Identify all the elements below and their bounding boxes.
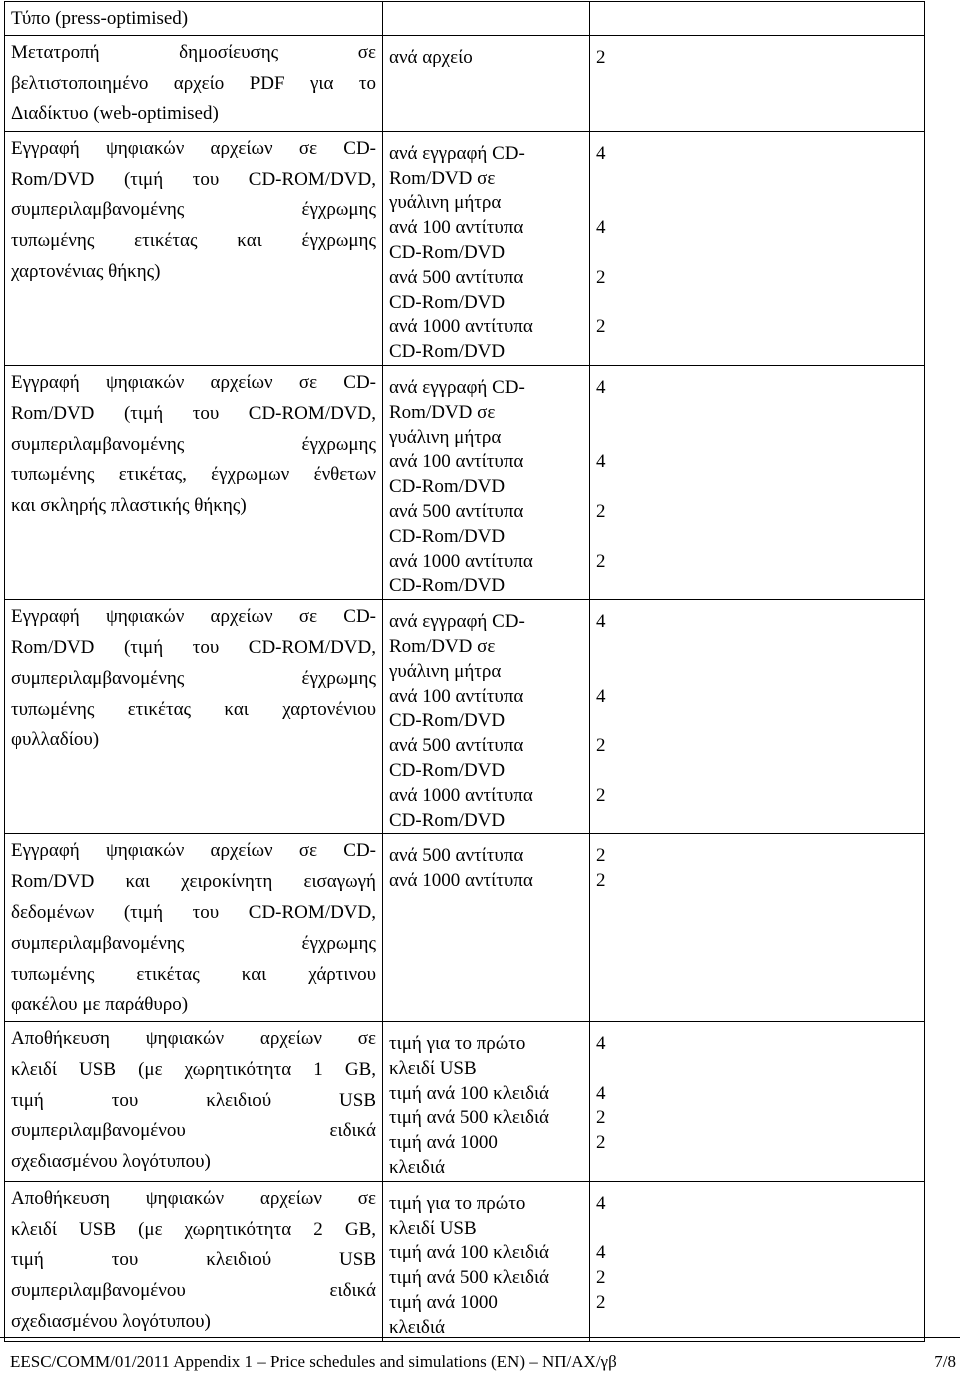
unit-line: τιμή για το πρώτο [389, 1192, 526, 1214]
price-value [590, 2, 925, 36]
value-line: 4 [596, 1033, 606, 1055]
item-description [5, 35, 383, 131]
value-line: 2 [596, 1107, 606, 1129]
value-line [596, 291, 918, 316]
value-line [596, 167, 918, 192]
value-line [596, 759, 918, 784]
table-row [5, 365, 925, 599]
description-line: Εγγραφή ψηφιακών αρχείων σε CD- [11, 606, 376, 628]
pricing-unit [383, 2, 590, 36]
page-number: 7/8 [934, 1352, 956, 1371]
price-value [590, 1181, 925, 1341]
description-line: τιμή του κλειδιού USB [11, 1089, 376, 1111]
price-table-body [5, 2, 925, 1342]
description-line: συμπεριλαμβανομένης έγχρωμης [11, 433, 376, 455]
description-line: Rom/DVD (τιμή του CD-ROM/DVD, [11, 402, 376, 424]
value-line [596, 809, 918, 834]
value-line: 4 [596, 1242, 606, 1264]
value-line [596, 241, 918, 266]
item-description [5, 1022, 383, 1182]
description-line: τυπωμένης ετικέτας και χάρτινου [11, 963, 376, 985]
unit-line: ανά εγγραφή CD- [389, 142, 525, 164]
value-line: 2 [596, 266, 606, 288]
unit-line: ανά 100 αντίτυπα [389, 451, 524, 473]
description-line: συμπεριλαμβανομένης έγχρωμης [11, 932, 376, 954]
description-line: βελτιστοποιημένο αρχείο PDF για το [11, 72, 376, 94]
value-line: 4 [596, 1082, 606, 1104]
value-line [596, 475, 918, 500]
price-value [590, 35, 925, 131]
description-line: τυπωμένης ετικέτας και έγχρωμης [11, 230, 376, 252]
description-line: τιμή του κλειδιού USB [11, 1249, 376, 1271]
value-line [596, 574, 918, 599]
description-line: Εγγραφή ψηφιακών αρχείων σε CD- [11, 371, 376, 393]
table-row [5, 834, 925, 1022]
value-line [596, 635, 918, 660]
value-line [596, 1156, 918, 1181]
pricing-unit [383, 600, 590, 834]
description-line: Αποθήκευση ψηφιακών αρχείων σε [11, 1028, 376, 1050]
value-line: 4 [596, 611, 606, 633]
unit-line: ανά 500 αντίτυπα [389, 845, 524, 867]
description-line: σχεδιασμένου λογότυπου) [11, 1311, 211, 1333]
item-description [5, 131, 383, 365]
item-description [5, 2, 383, 36]
description-line: συμπεριλαμβανομένου ειδικά [11, 1120, 376, 1142]
value-line: 2 [596, 316, 606, 338]
value-line: 4 [596, 142, 606, 164]
description-line: φακέλου με παράθυρο) [11, 994, 189, 1016]
price-value [590, 1022, 925, 1182]
unit-line: τιμή ανά 100 κλειδιά [389, 1082, 550, 1104]
unit-line: τιμή ανά 1000 [389, 1292, 498, 1314]
unit-line: ανά 500 αντίτυπα [389, 500, 524, 522]
unit-line: τιμή ανά 500 κλειδιά [389, 1107, 550, 1129]
value-line: 4 [596, 685, 606, 707]
table-row [5, 600, 925, 834]
value-line: 2 [596, 870, 606, 892]
unit-line: ανά 500 αντίτυπα [389, 735, 524, 757]
description-line: κλειδί USB (με χωρητικότητα 2 GB, [11, 1218, 376, 1240]
unit-line: Rom/DVD σε [389, 401, 496, 423]
description-line: Εγγραφή ψηφιακών αρχείων σε CD- [11, 840, 376, 862]
price-value [590, 600, 925, 834]
unit-line: ανά 1000 αντίτυπα [389, 784, 533, 806]
value-line: 2 [596, 735, 606, 757]
unit-line: CD-Rom/DVD [389, 710, 506, 732]
description-line: συμπεριλαμβανομένου ειδικά [11, 1280, 376, 1302]
value-line: 2 [596, 550, 606, 572]
footer-rule [0, 1337, 960, 1338]
unit-line: κλειδιά [389, 1316, 445, 1338]
value-line [596, 709, 918, 734]
description-line: Διαδίκτυο (web-optimised) [11, 103, 219, 125]
table-row [5, 131, 925, 365]
unit-line: ανά 100 αντίτυπα [389, 217, 524, 239]
unit-line: ανά αρχείο [389, 46, 473, 68]
table-row [5, 35, 925, 131]
value-line: 4 [596, 1192, 606, 1214]
unit-line: CD-Rom/DVD [389, 241, 506, 263]
value-line: 4 [596, 376, 606, 398]
unit-line: κλειδί USB [389, 1057, 477, 1079]
value-line: 2 [596, 46, 606, 68]
price-value [590, 834, 925, 1022]
value-line [596, 401, 918, 426]
value-line [596, 426, 918, 451]
pricing-unit [383, 131, 590, 365]
value-line [596, 340, 918, 365]
unit-line: τιμή ανά 1000 [389, 1132, 498, 1154]
unit-line: κλειδιά [389, 1157, 445, 1179]
value-line: 2 [596, 1267, 606, 1289]
description-line: σχεδιασμένου λογότυπου) [11, 1151, 211, 1173]
description-line: τυπωμένης ετικέτας, έγχρωμων ένθετων [11, 464, 376, 486]
unit-line: CD-Rom/DVD [389, 476, 506, 498]
description-line: Εγγραφή ψηφιακών αρχείων σε CD- [11, 137, 376, 159]
price-value [590, 365, 925, 599]
unit-line: CD-Rom/DVD [389, 809, 506, 831]
description-line: Rom/DVD (τιμή του CD-ROM/DVD, [11, 168, 376, 190]
unit-line: ανά 100 αντίτυπα [389, 685, 524, 707]
description-line: Rom/DVD (τιμή του CD-ROM/DVD, [11, 636, 376, 658]
unit-line: Rom/DVD σε [389, 167, 496, 189]
table-row [5, 1022, 925, 1182]
value-line: 2 [596, 784, 606, 806]
unit-line: τιμή ανά 100 κλειδιά [389, 1242, 550, 1264]
description-line: Τύπο (press-optimised) [11, 8, 189, 29]
description-line: και σκληρής πλαστικής θήκης) [11, 495, 247, 517]
item-description [5, 600, 383, 834]
description-line: συμπεριλαμβανομένης έγχρωμης [11, 199, 376, 221]
item-description [5, 1181, 383, 1341]
description-line: συμπεριλαμβανομένης έγχρωμης [11, 667, 376, 689]
description-line: κλειδί USB (με χωρητικότητα 1 GB, [11, 1058, 376, 1080]
value-line: 4 [596, 451, 606, 473]
value-line [596, 1057, 918, 1082]
value-line [596, 191, 918, 216]
value-line: 4 [596, 217, 606, 239]
unit-line: Rom/DVD σε [389, 635, 496, 657]
value-line: 2 [596, 1132, 606, 1154]
unit-line: CD-Rom/DVD [389, 575, 506, 597]
unit-line: CD-Rom/DVD [389, 341, 506, 363]
value-line: 2 [596, 1292, 606, 1314]
unit-line: τιμή ανά 500 κλειδιά [389, 1267, 550, 1289]
price-value [590, 131, 925, 365]
footer-reference: EESC/COMM/01/2011 Appendix 1 – Price schedules and simulations (EN) – ΝΠ/ΑΧ/γβ [10, 1352, 617, 1371]
pricing-unit [383, 365, 590, 599]
unit-line: ανά εγγραφή CD- [389, 611, 525, 633]
description-line: Μετατροπή δημοσίευσης σε [11, 41, 376, 63]
description-line: Rom/DVD και χειροκίνητη εισαγωγή [11, 871, 376, 893]
pricing-unit [383, 1022, 590, 1182]
unit-line: γυάλινη μήτρα [389, 192, 502, 214]
pricing-unit [383, 1181, 590, 1341]
description-line: χαρτονένιας θήκης) [11, 260, 161, 282]
description-line: τυπωμένης ετικέτας και χαρτονένιου [11, 698, 376, 720]
unit-line: ανά εγγραφή CD- [389, 376, 525, 398]
unit-line: CD-Rom/DVD [389, 759, 506, 781]
description-line: δεδομένων (τιμή του CD-ROM/DVD, [11, 901, 376, 923]
value-line [596, 660, 918, 685]
description-line: Αποθήκευση ψηφιακών αρχείων σε [11, 1187, 376, 1209]
unit-line: ανά 500 αντίτυπα [389, 266, 524, 288]
price-table [4, 1, 925, 1342]
unit-line: γυάλινη μήτρα [389, 426, 502, 448]
description-line: φυλλαδίου) [11, 729, 100, 751]
unit-line: CD-Rom/DVD [389, 525, 506, 547]
table-row [5, 1181, 925, 1341]
unit-line: τιμή για το πρώτο [389, 1033, 526, 1055]
value-line: 2 [596, 845, 606, 867]
item-description [5, 834, 383, 1022]
value-line [596, 525, 918, 550]
unit-line: ανά 1000 αντίτυπα [389, 870, 533, 892]
unit-line: ανά 1000 αντίτυπα [389, 316, 533, 338]
item-description [5, 365, 383, 599]
pricing-unit [383, 834, 590, 1022]
unit-line: ανά 1000 αντίτυπα [389, 550, 533, 572]
unit-line: κλειδί USB [389, 1217, 477, 1239]
unit-line: CD-Rom/DVD [389, 291, 506, 313]
value-line [596, 1217, 918, 1242]
pricing-unit [383, 35, 590, 131]
unit-line: γυάλινη μήτρα [389, 660, 502, 682]
value-line: 2 [596, 500, 606, 522]
table-row [5, 2, 925, 36]
